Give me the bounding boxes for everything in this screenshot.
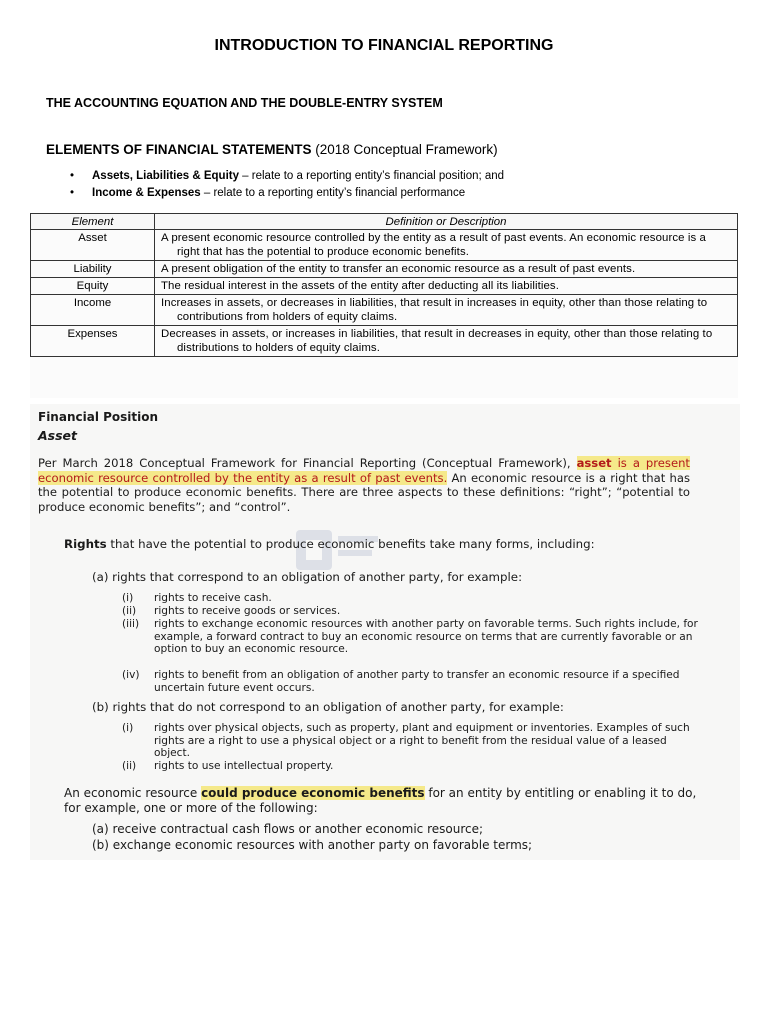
- list-item: (a) receive contractual cash flows or another economic resource;: [92, 822, 484, 836]
- definition-cell: A present economic resource controlled by the entity as a result of past events. An economic resource is a right that has the potential to produce economic benefits.: [155, 230, 738, 261]
- section-heading-elements: ELEMENTS OF FINANCIAL STATEMENTS (2018 Conceptual Framework): [46, 142, 498, 157]
- element-cell: Equity: [31, 278, 155, 295]
- element-cell: Asset: [31, 230, 155, 261]
- asset-subheading: Asset: [38, 428, 78, 443]
- bullet-item: • Income & Expenses – relate to a reporting entity’s financial performance: [70, 185, 504, 202]
- rights-category-b: (b) rights that do not correspond to an obligation of another party, for example:: [92, 700, 564, 714]
- element-cell: Expenses: [31, 326, 155, 357]
- elements-bullet-list: [70, 168, 504, 202]
- scanned-textbook-excerpt: [30, 404, 740, 860]
- element-cell: Income: [31, 295, 155, 326]
- definition-cell: The residual interest in the assets of the entity after deducting all its liabilities.: [155, 278, 738, 295]
- rights-intro: Rights that have the potential to produce economic benefits take many forms, including:: [64, 537, 595, 551]
- table-row: [31, 295, 738, 326]
- column-header-definition: Definition or Description: [155, 214, 738, 230]
- section-heading-accounting-equation: THE ACCOUNTING EQUATION AND THE DOUBLE-ENTRY SYSTEM: [46, 96, 443, 110]
- list-item: (b) exchange economic resources with another party on favorable terms;: [92, 838, 533, 852]
- elements-table: [30, 213, 738, 357]
- table-header-row: [31, 214, 738, 230]
- asset-definition-paragraph: Per March 2018 Conceptual Framework for Financial Reporting (Conceptual Framework), asset is a present economic resource controlled by the entity as a result of past events. An economic resource is a right that has the potential to produce economic benefits. There are three aspects to these definitions: “right”; “potential to produce economic benefits”; and “control”.: [38, 456, 690, 514]
- element-cell: Liability: [31, 261, 155, 278]
- definition-cell: Increases in assets, or decreases in liabilities, that result in increases in equity, other than those relating to contributions from holders of equity claims.: [155, 295, 738, 326]
- list-item: (ii) rights to receive goods or services.: [122, 605, 341, 617]
- definition-cell: Decreases in assets, or increases in liabilities, that result in decreases in equity, other than those relating to distributions to holders of equity claims.: [155, 326, 738, 357]
- list-item: (i) rights to receive cash.: [122, 592, 272, 604]
- table-row: [31, 278, 738, 295]
- financial-position-heading: Financial Position: [38, 410, 159, 424]
- list-item: (ii) rights to use intellectual property.: [122, 760, 334, 772]
- column-header-element: Element: [31, 214, 155, 230]
- list-item: (i) rights over physical objects, such as property, plant and equipment or inventories. Examples of such rights are a right to use a physical object or a right to benefit from the residual value of a leased object.: [122, 722, 690, 760]
- highlighted-definition: is a present economic resource controlled by: [38, 456, 690, 485]
- list-item: (iii) rights to exchange economic resources with another party on favorable terms. Such rights include, for example, a forward contract to buy an economic resource on terms that are currently favorable or an option to buy an economic resource.: [122, 618, 698, 656]
- table-row: [31, 261, 738, 278]
- economic-benefits-paragraph: An economic resource could produce economic benefits for an entity by entitling or enabling it to do, for example, one or more of the following:: [64, 786, 697, 815]
- highlighted-term-asset: asset: [576, 456, 612, 470]
- rights-category-a: (a) rights that correspond to an obligation of another party, for example:: [92, 570, 523, 584]
- bullet-item: • Assets, Liabilities & Equity – relate to a reporting entity’s financial position; and: [70, 168, 504, 185]
- list-item: (iv) rights to benefit from an obligation of another party to transfer an economic resource if a specified uncertain future event occurs.: [122, 669, 680, 694]
- highlighted-definition-end: the entity as a result of past events.: [233, 470, 448, 485]
- elements-table-image: [30, 213, 738, 398]
- highlighted-phrase: could produce economic benefits: [201, 786, 425, 800]
- table-row: [31, 230, 738, 261]
- page-title: INTRODUCTION TO FINANCIAL REPORTING: [214, 37, 554, 54]
- table-row: [31, 326, 738, 357]
- definition-cell: A present obligation of the entity to transfer an economic resource as a result of past events.: [155, 261, 738, 278]
